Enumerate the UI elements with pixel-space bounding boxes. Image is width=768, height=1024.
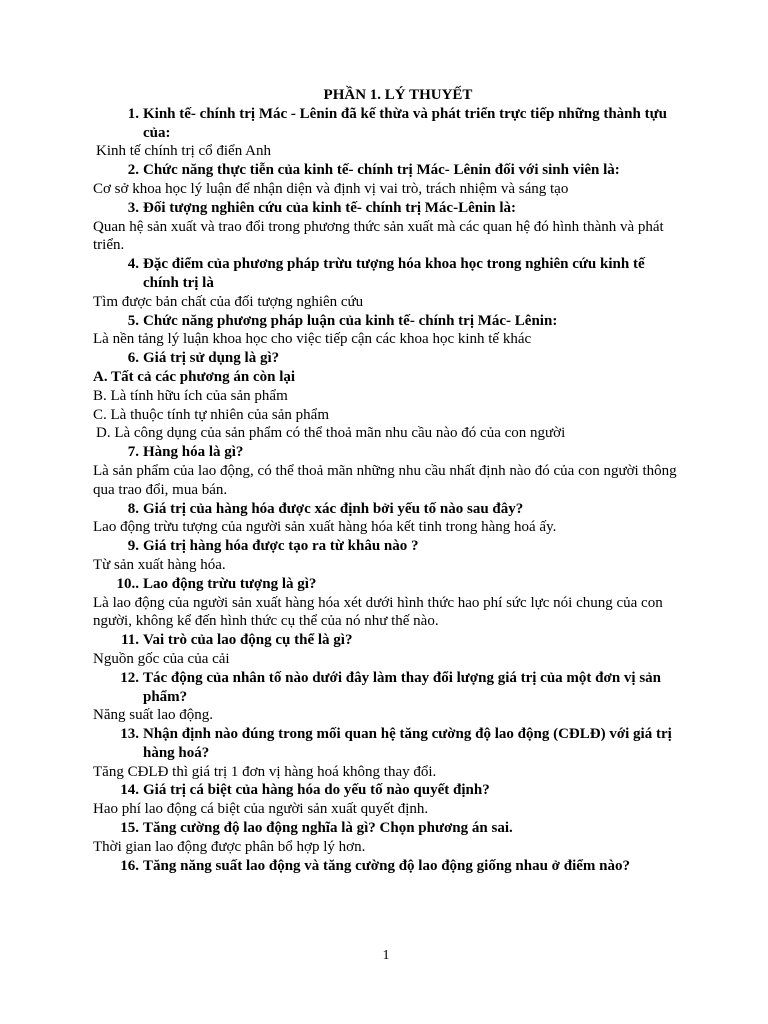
answer-text: Kinh tế chính trị cổ điển Anh xyxy=(96,143,271,160)
question-item xyxy=(93,725,683,763)
question-number: 12. xyxy=(120,669,139,686)
answer-text: Thời gian lao động được phân bổ hợp lý hơn. xyxy=(93,838,366,855)
answer-text: Là sản phẩm của lao động, có thể thoả mãn những nhu cầu nhất định nào đó của con người thông qua trao đổi, mua bán. xyxy=(93,462,677,498)
question-number: 5. xyxy=(127,312,139,329)
answer-text: Hao phí lao động cá biệt của người sản xuất quyết định. xyxy=(93,801,429,818)
question-text: Giá trị của hàng hóa được xác định bởi yếu tố nào sau đây? xyxy=(143,500,524,517)
page-number: 1 xyxy=(382,948,390,963)
question-number: 2. xyxy=(127,162,139,179)
question-text: Kinh tế- chính trị Mác - Lênin đã kế thừa và phát triển trực tiếp những thành tựu của: xyxy=(143,105,667,141)
answer-text: Là lao động của người sản xuất hàng hóa xét dưới hình thức hao phí sức lực nói chung của con người, không kể đến hình thức cụ thể của nó như thế nào. xyxy=(93,594,663,630)
question-number: 13. xyxy=(120,726,139,743)
answer-text: D. Là công dụng của sản phẩm có thể thoả mãn nhu cầu nào đó của con người xyxy=(96,425,566,442)
question-text: Lao động trừu tượng là gì? xyxy=(143,575,317,592)
question-text: Giá trị hàng hóa được tạo ra từ khâu nào ? xyxy=(143,538,419,555)
document-content xyxy=(93,86,683,875)
question-text: Đặc điểm của phương pháp trừu tượng hóa khoa học trong nghiên cứu kinh tế chính trị là xyxy=(143,256,645,291)
question-text: Giá trị cá biệt của hàng hóa do yếu tố nào quyết định? xyxy=(143,782,490,799)
question-number: 14. xyxy=(120,782,139,799)
answer-text: Năng suất lao động. xyxy=(93,707,213,724)
answer-text: Là nền tảng lý luận khoa học cho việc tiếp cận các khoa học kinh tế khác xyxy=(93,331,532,348)
answer-text: B. Là tính hữu ích của sản phẩm xyxy=(93,387,288,404)
question-item xyxy=(93,255,683,293)
question-number: 8. xyxy=(127,500,139,517)
question-number: 1. xyxy=(127,105,139,122)
question-number: 16. xyxy=(120,857,139,874)
question-number: 3. xyxy=(127,199,139,216)
question-item xyxy=(93,819,683,838)
question-item xyxy=(93,349,683,368)
question-number: 11. xyxy=(121,632,139,649)
answer-text: C. Là thuộc tính tự nhiên của sản phẩm xyxy=(93,406,329,423)
question-item xyxy=(93,631,683,650)
question-text: Nhận định nào đúng trong mối quan hệ tăng cường độ lao động (CĐLĐ) với giá trị hàng hoá? xyxy=(143,726,672,761)
question-item xyxy=(93,857,683,876)
question-item xyxy=(93,199,683,218)
answer-text: Tìm được bản chất của đối tượng nghiên cứu xyxy=(93,293,364,310)
answer-text: Quan hệ sản xuất và trao đổi trong phương thức sản xuất mà các quan hệ đó hình thành và phát triển. xyxy=(93,218,664,254)
answer-text: A. Tất cả các phương án còn lại xyxy=(93,368,296,385)
question-number: 10.. xyxy=(116,575,139,592)
question-item xyxy=(93,443,683,462)
question-item xyxy=(93,312,683,331)
question-text: Tăng năng suất lao động và tăng cường độ lao động giống nhau ở điểm nào? xyxy=(143,857,630,874)
answer-text: Tăng CĐLĐ thì giá trị 1 đơn vị hàng hoá không thay đổi. xyxy=(93,763,437,780)
answer-text: Từ sản xuất hàng hóa. xyxy=(93,556,226,573)
question-list xyxy=(93,105,683,876)
question-text: Chức năng phương pháp luận của kinh tế- chính trị Mác- Lênin: xyxy=(143,312,558,329)
question-item xyxy=(93,105,683,143)
question-item xyxy=(93,161,683,180)
question-number: 7. xyxy=(127,444,139,461)
question-number: 15. xyxy=(120,820,139,837)
answer-text: Lao động trừu tượng của người sản xuất hàng hóa kết tinh trong hàng hoá ấy. xyxy=(93,519,557,536)
question-text: Tác động của nhân tố nào dưới đây làm thay đổi lượng giá trị của một đơn vị sản phẩm? xyxy=(143,669,662,705)
question-item xyxy=(93,575,683,594)
question-item xyxy=(93,500,683,519)
question-text: Giá trị sử dụng là gì? xyxy=(143,350,280,367)
question-item xyxy=(93,537,683,556)
question-item xyxy=(93,781,683,800)
question-item xyxy=(93,669,683,707)
question-number: 6. xyxy=(127,350,139,367)
answer-text: Cơ sở khoa học lý luận để nhận diện và định vị vai trò, trách nhiệm và sáng tạo xyxy=(93,180,569,197)
question-text: Tăng cường độ lao động nghĩa là gì? Chọn phương án sai. xyxy=(143,820,513,837)
question-text: Chức năng thực tiễn của kinh tế- chính trị Mác- Lênin đối với sinh viên là: xyxy=(143,162,620,179)
question-text: Hàng hóa là gì? xyxy=(143,444,244,461)
answer-text: Nguồn gốc của của cải xyxy=(93,650,230,667)
question-text: Đối tượng nghiên cứu của kinh tế- chính trị Mác-Lênin là: xyxy=(143,199,517,216)
section-title: PHẦN 1. LÝ THUYẾT xyxy=(323,87,473,103)
question-number: 4. xyxy=(127,256,139,273)
question-number: 9. xyxy=(127,538,139,555)
question-text: Vai trò của lao động cụ thể là gì? xyxy=(143,632,353,649)
